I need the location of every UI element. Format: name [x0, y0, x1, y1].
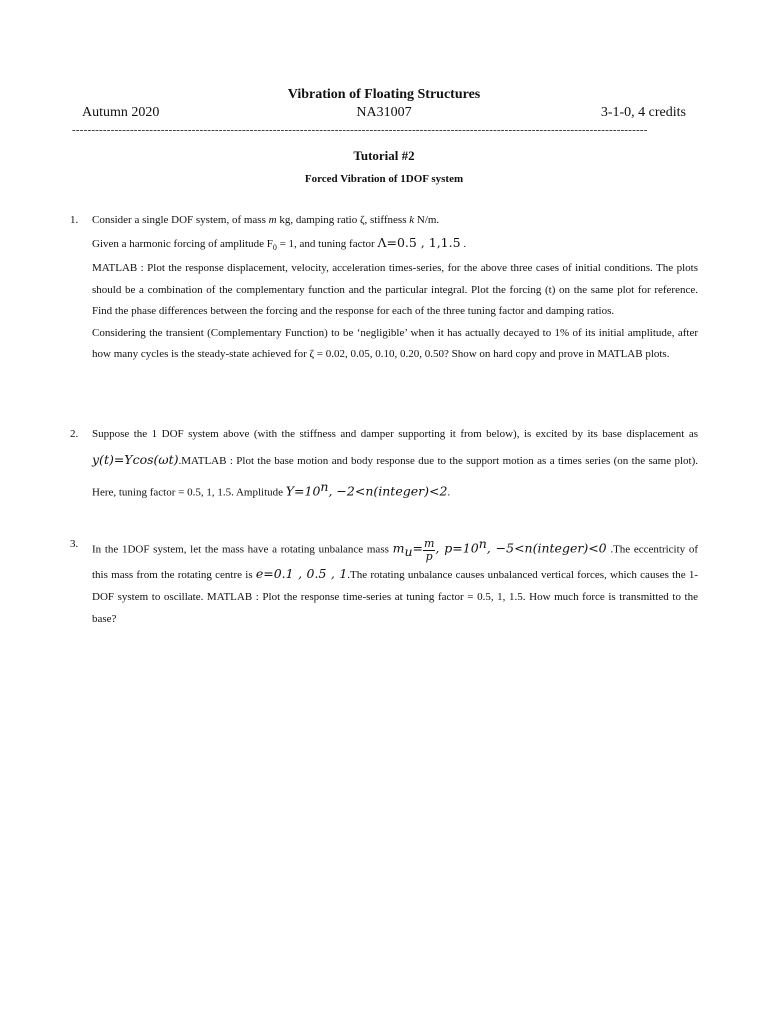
fraction-denominator: p: [425, 549, 433, 563]
superscript: n: [478, 536, 487, 551]
math-equals: =: [412, 540, 423, 556]
question-paragraph: MATLAB : Plot the response displacement, velocity, acceleration times-series, for the above three cases of initial conditions. The plots should be a combination of the complementary function and the particular integral. Plot the forcing (t) on the same plot for reference. Find the phase differences between the forcing and the response for each of the three tuning factor and damping ratios.: [92, 262, 698, 318]
question-body: [92, 210, 698, 366]
question-paragraph: [92, 533, 698, 630]
question-paragraph: [92, 422, 698, 506]
symbol-k: k: [409, 214, 415, 226]
question-paragraph: Considering the transient (Complementary Function) to be ‘negligible’ when it has actually decayed to 1% of its initial amplitude, after how many cycles is the steady-state achieved for ζ = 0.02, 0.05, 0.10, 0.20, 0.50? Show on hard copy and prove in MATLAB plots.: [92, 326, 698, 361]
dashed-divider: -----------------------------------------------------------------------------------------------------------------------------------------------------: [72, 124, 648, 136]
text: .: [447, 486, 451, 499]
question-3: [70, 533, 698, 630]
question-2: [70, 422, 698, 506]
text: .MATLAB : Plot the base motion and body response due to the support motion as a times series (on the same plot). Here, tuning factor = 0.5, 1, 1.5. Amplitude: [92, 455, 698, 499]
text: N/m.: [414, 214, 440, 226]
text: Consider a single DOF system, of mass: [92, 214, 269, 226]
course-code: NA31007: [356, 105, 412, 120]
course-meta-row: [0, 105, 768, 123]
subscript: 0: [272, 242, 277, 252]
subscript: u: [404, 543, 413, 559]
math-fraction: [423, 538, 435, 563]
question-body: [92, 422, 698, 506]
question-number: 1.: [70, 214, 79, 226]
math-eccentricity: e=0.1 , 0.5 , 1: [255, 565, 348, 581]
text: kg, damping ratio ζ, stiffness: [276, 214, 410, 226]
math-mu: m: [392, 540, 405, 556]
tutorial-subtitle: Forced Vibration of 1DOF system: [304, 173, 464, 185]
question-line: [92, 210, 698, 232]
text: .The rotating unbalance causes unbalanced vertical forces, which causes the 1-DOF system to oscillate. MATLAB : Plot the response time-series at tuning factor = 0.5, 1, 1.5. How much force is transmitted to the base?: [92, 568, 698, 625]
math-amplitude: Y=10: [285, 483, 321, 499]
question-number: 3.: [70, 538, 79, 550]
math-tuning-factor: Λ=0.5 , 1,1.5: [377, 234, 461, 250]
math-range: , −2<n(integer)<2: [328, 483, 448, 499]
question-number: 2.: [70, 428, 79, 440]
credits: 3-1-0, 4 credits: [600, 105, 686, 120]
question-body: [92, 533, 698, 630]
text: = 1, and tuning factor: [276, 237, 378, 250]
text: Suppose the 1 DOF system above (with the stiffness and damper supporting it from below), is excited by its base displacement as: [92, 428, 698, 440]
question-line: [92, 232, 698, 259]
math-range: , −5<n(integer)<0: [486, 540, 607, 556]
tutorial-title: Tutorial #2: [353, 148, 415, 163]
text: In the 1DOF system, let the mass have a rotating unbalance mass: [92, 543, 393, 556]
question-1: [70, 210, 698, 366]
text: .The eccentricity of this mass from the rotating centre is: [92, 543, 699, 581]
fraction-numerator: m: [423, 536, 435, 550]
term: Autumn 2020: [82, 105, 160, 120]
math-base-displacement: y(t)=Ycos(ωt): [92, 452, 179, 467]
math-p: , p=10: [435, 540, 479, 556]
superscript: n: [320, 479, 329, 494]
text: Given a harmonic forcing of amplitude F: [92, 237, 273, 250]
symbol-m: m: [268, 214, 277, 226]
course-title: Vibration of Floating Structures: [287, 87, 481, 102]
text: .: [460, 237, 467, 250]
